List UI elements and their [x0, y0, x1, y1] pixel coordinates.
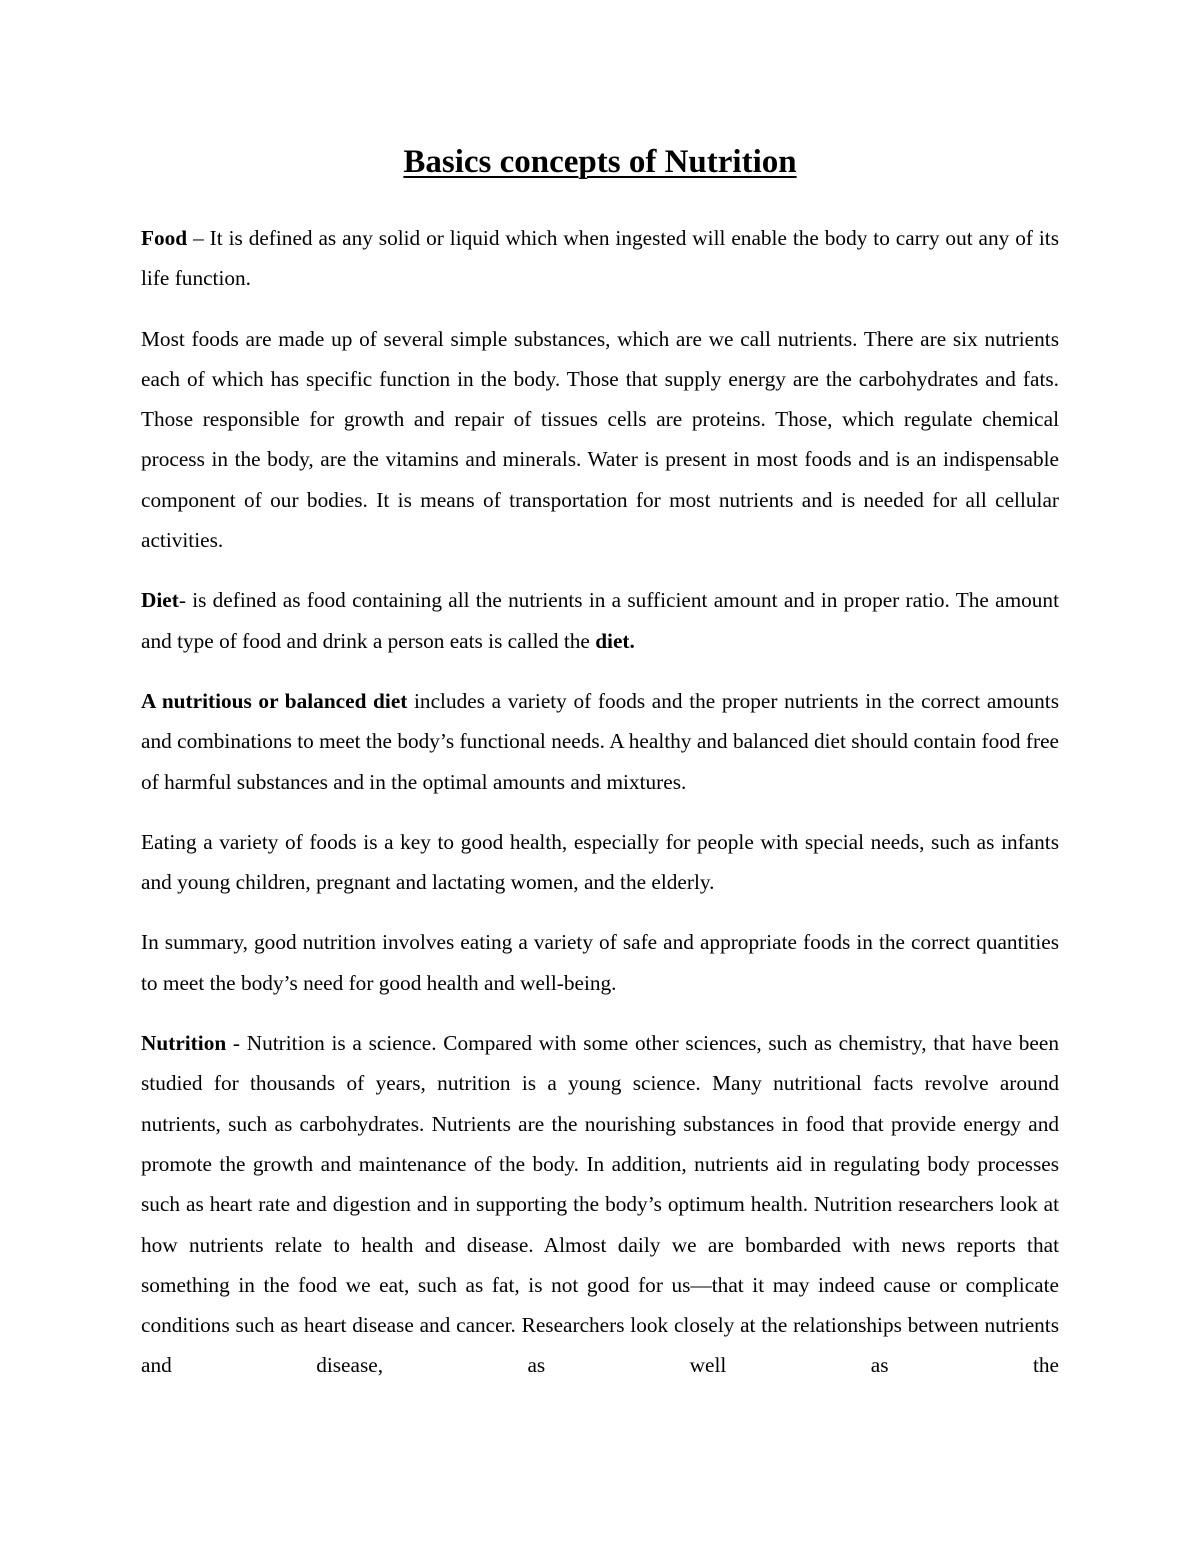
balanced-diet-definition: [141, 681, 1059, 802]
nutrition-definition: [141, 1023, 1059, 1386]
nutrition-text: - Nutrition is a science. Compared with some other sciences, such as chemistry, that have been studied for thousands of years, nutrition is a young science. Many nutritional facts revolve around nutrients, such as carbohydrates. Nutrients are the nourishing substances in food that provide energy and promote the growth and maintenance of the body. In addition, nutrients aid in regulating body processes such as heart rate and digestion and in supporting the body’s optimum health. Nutrition researchers look at how nutrients relate to health and disease. Almost daily we are bombarded with news reports that something in the food we eat, such as fat, is not good for us—that it may indeed cause or complicate conditions such as heart disease and cancer. Researchers look closely at the relationships between nutrients and disease, as well as the: [141, 1031, 1059, 1378]
food-term: Food: [141, 226, 188, 250]
diet-text: - is defined as food containing all the nutrients in a sufficient amount and in proper ratio. The amount and type of food and drink a person eats is called the: [141, 588, 1059, 653]
food-definition: [141, 218, 1059, 299]
summary-paragraph: In summary, good nutrition involves eating a variety of safe and appropriate foods in the correct quantities to meet the body’s need for good health and well-being.: [141, 930, 1059, 995]
nutrition-term: Nutrition: [141, 1031, 227, 1056]
balanced-diet-term: A nutritious or balanced diet: [141, 688, 408, 713]
variety-paragraph: Eating a variety of foods is a key to good health, especially for people with special needs, such as infants and young children, pregnant and lactating women, and the elderly.: [141, 829, 1059, 895]
diet-definition: [141, 580, 1059, 661]
document-page: [141, 138, 1059, 1406]
balanced-diet-text: includes a variety of foods and the proper nutrients in the correct amounts and combinations to meet the body’s functional needs. A healthy and balanced diet should contain food free of harmful substances and in the optimal amounts and mixtures.: [141, 688, 1059, 794]
diet-term-end: diet.: [595, 628, 635, 653]
diet-term: Diet: [141, 588, 179, 613]
document-title: Basics concepts of Nutrition: [403, 144, 797, 180]
food-text: – It is defined as any solid or liquid which when ingested will enable the body to carry out any of its life function.: [141, 226, 1059, 291]
nutrients-paragraph: Most foods are made up of several simple substances, which are we call nutrients. There are six nutrients each of which has specific function in the body. Those that supply energy are the carbohydrates and fats. Those responsible for growth and repair of tissues cells are proteins. Those, which regulate chemical process in the body, are the vitamins and minerals. Water is present in most foods and is an indispensable component of our bodies. It is means of transportation for most nutrients and is needed for all cellular activities.: [141, 326, 1059, 553]
